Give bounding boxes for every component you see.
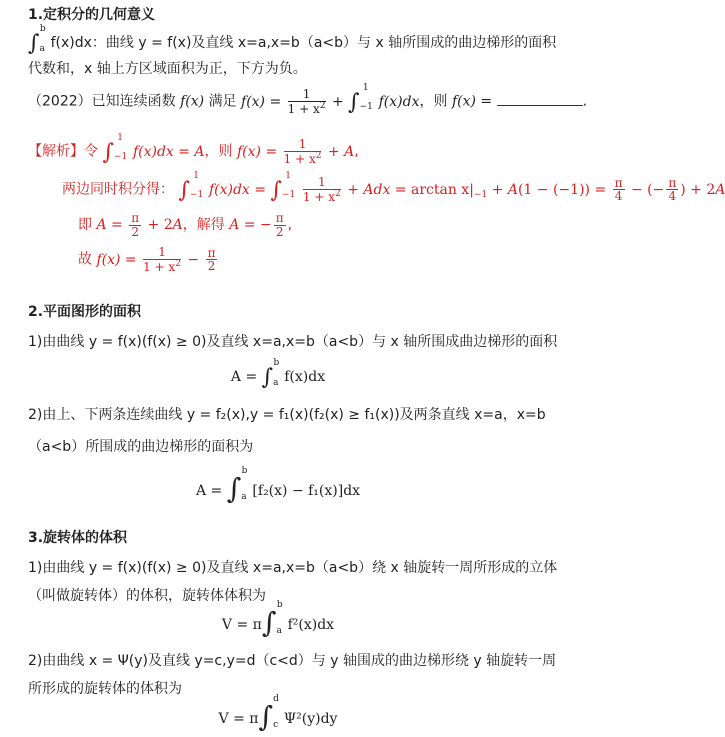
section-3-heading: 3.旋转体的体积 [28,530,128,546]
s2-formula1: $A = \int_a^bf(x)dx$ [230,358,326,390]
s3-formula2: $V = \pi\int_c^d\Psi^2(y)dy$ [218,694,338,733]
s1-example: （2022）已知连续函数 f(x) 满足 f(x) = $\frac{1}{1 + x^2}$ + $\int_{-1}^1f(x)dx$，则 f(x) = . [28,82,588,116]
s1-def-text: f(x)dx：曲线 y = f(x)及直线 x=a,x=b（a<b）与 x 轴所围成的曲边梯形的面积 [50,35,557,51]
integral-symbol: $\int_a^b$ [28,24,46,56]
section-2-heading: 2.平面图形的面积 [28,304,142,320]
solution-line1: 【解析】令 $\int_{-1}^1f(x)dx = A$，则 f(x) = $\frac{1}{1 + x^2}$ + A, [28,132,359,166]
solution-line3: 即 A = $\frac{\pi}{2}$ + 2A，解得 A = − $\frac{\pi}{2}$ , [78,211,293,239]
s3-formula1: $V = \pi\int_a^bf^2(x)dx$ [221,600,335,639]
solution-line4: 故 f(x) = $\frac{1}{1 + x^2}$ − $\frac{\pi}{2}$ [78,245,216,274]
s1-definition-line2: 代数和，x 轴上方区域面积为正，下方为负。 [28,61,307,77]
s3-para2-line1: 2)由曲线 x = Ψ(y)及直线 y=c,y=d（c<d）与 y 轴围成的曲边梯形绕 y 轴旋转一周 [28,653,557,669]
section-1-heading: 1.定积分的几何意义 [28,7,156,23]
s3-para1-line1: 1)由曲线 y = f(x)(f(x) ≥ 0)及直线 x=a,x=b（a<b）绕 x 轴旋转一周所形成的立体 [28,560,558,576]
s2-para1: 1)由曲线 y = f(x)(f(x) ≥ 0)及直线 x=a,x=b（a<b）与 x 轴所围成曲边梯形的面积 [28,334,558,350]
s2-para2-line1: 2)由上、下两条连续曲线 y = f₂(x),y = f₁(x)(f₂(x) ≥ f₁(x))及两条直线 x=a，x=b [28,407,546,423]
s3-para2-line2: 所形成的旋转体的体积为 [28,681,182,697]
s3-para1-line2: （叫做旋转体）的体积，旋转体体积为 [28,588,266,604]
s2-para2-line2: （a<b）所围成的曲边梯形的面积为 [28,439,254,455]
s1-definition-line1 [28,24,557,56]
answer-blank [497,92,583,106]
s2-formula2: $A = \int_a^b[f_2(x) - f_1(x)]dx$ [195,466,361,505]
solution-line2: 两边同时积分得： $\int_{-1}^1f(x)dx = \int_{-1}^1$ $\frac{1}{1 + x^2}$ + Adx = $\arctan x|_{-1} + A(1 - (-1))$ = $\frac{\pi}{4}$ − (− $\frac{\pi}{4}$ ) + 2A [62,170,725,204]
